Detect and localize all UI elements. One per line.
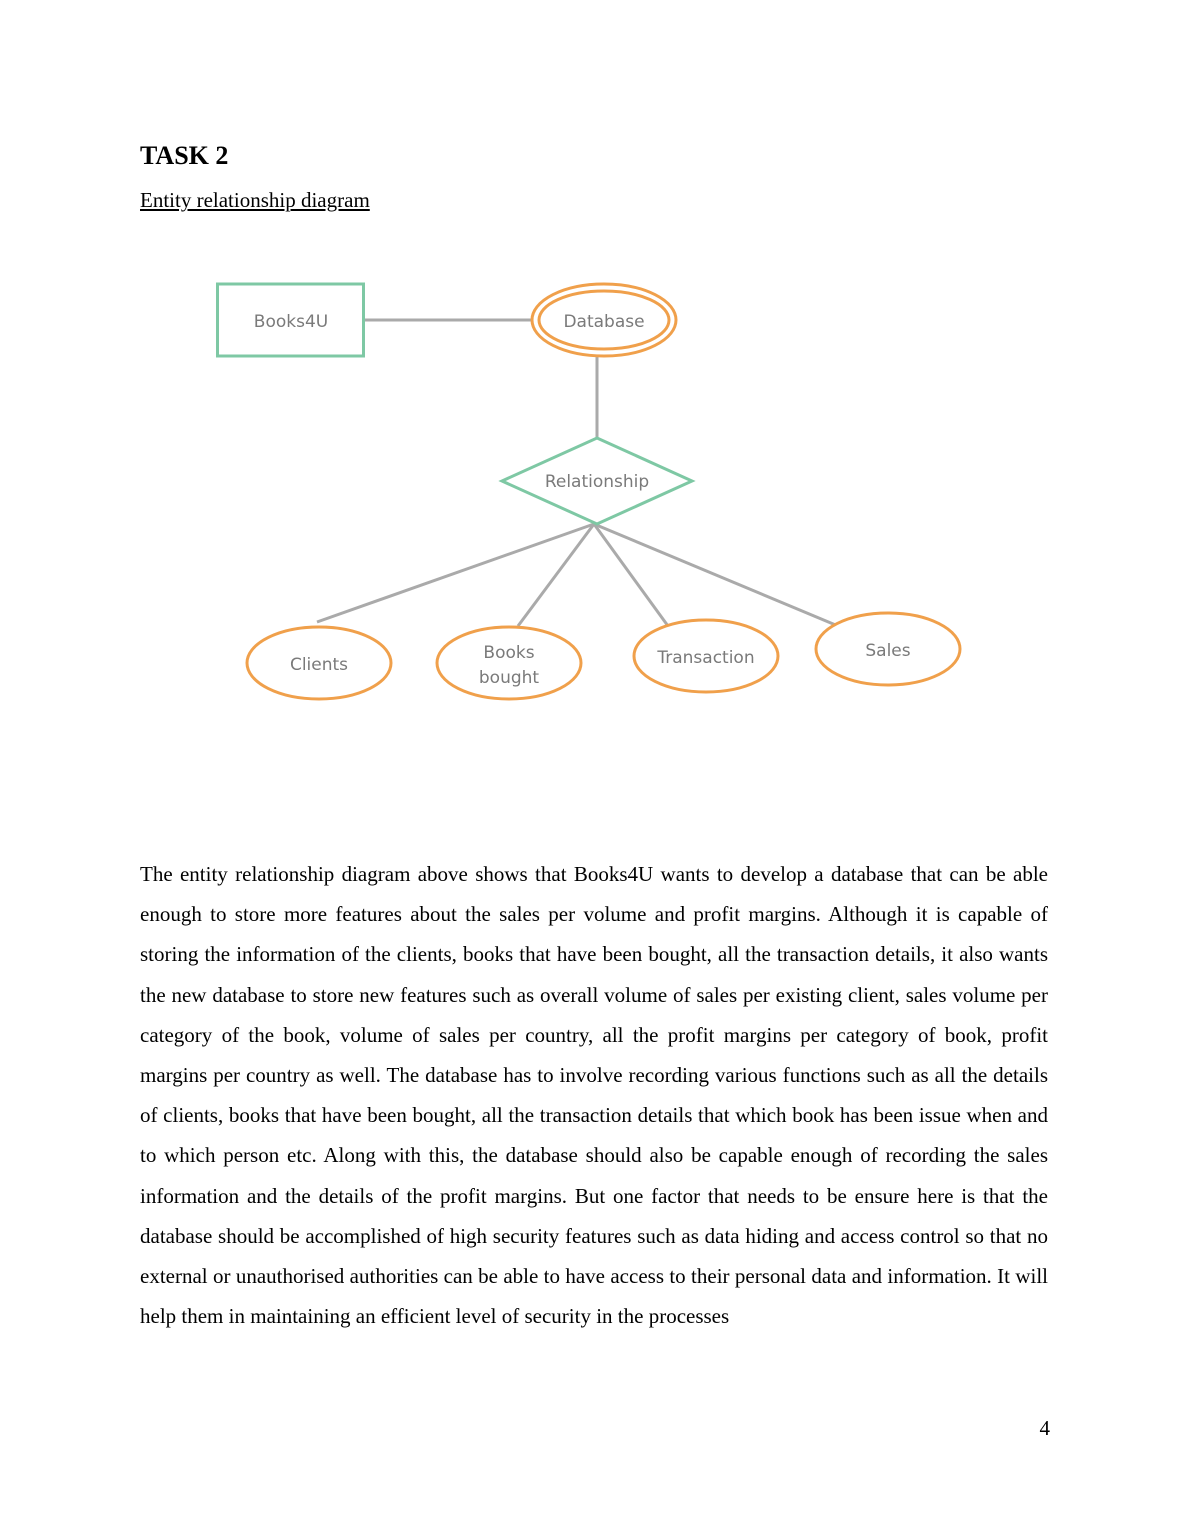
attribute-books-bought-label-line1: Books	[483, 643, 535, 663]
attribute-transaction-label: Transaction	[657, 648, 755, 668]
entity-books4u-label: Books4U	[253, 312, 329, 332]
attribute-clients-label: Clients	[289, 655, 349, 675]
attribute-books-bought-label-line2: bought	[478, 668, 540, 688]
connector-relationship-books	[518, 524, 594, 626]
database-label: Database	[563, 312, 645, 332]
relationship-label: Relationship	[544, 472, 650, 492]
attribute-books-bought	[437, 627, 581, 699]
page-number: 4	[1039, 1416, 1050, 1440]
page-heading: TASK 2	[140, 141, 229, 170]
body-paragraph: The entity relationship diagram above shows that Books4U wants to develop a database that can be able enough to store more features about the sales per volume and profit margins. Although it is capable of storing the information of the clients, books that have been bought, all the transaction details, it also wants the new database to store new features such as overall volume of sales per existing client, sales volume per category of the book, volume of sales per country, all the profit margins per category of book, profit margins per country as well. The database has to involve recording various functions such as all the details of clients, books that have been bought, all the transaction details that which book has been issue when and to which person etc. Along with this, the database should also be capable enough of recording the sales information and the details of the profit margins. But one factor that needs to be ensure here is that the database should be accomplished of high security features such as data hiding and access control so that no external or unauthorised authorities can be able to have access to their personal data and information. It will help them in maintaining an efficient level of security in the processes	[140, 862, 1048, 1329]
section-subheading: Entity relationship diagram	[140, 188, 370, 212]
connector-relationship-clients	[317, 524, 594, 622]
attribute-sales-label: Sales	[865, 641, 911, 661]
